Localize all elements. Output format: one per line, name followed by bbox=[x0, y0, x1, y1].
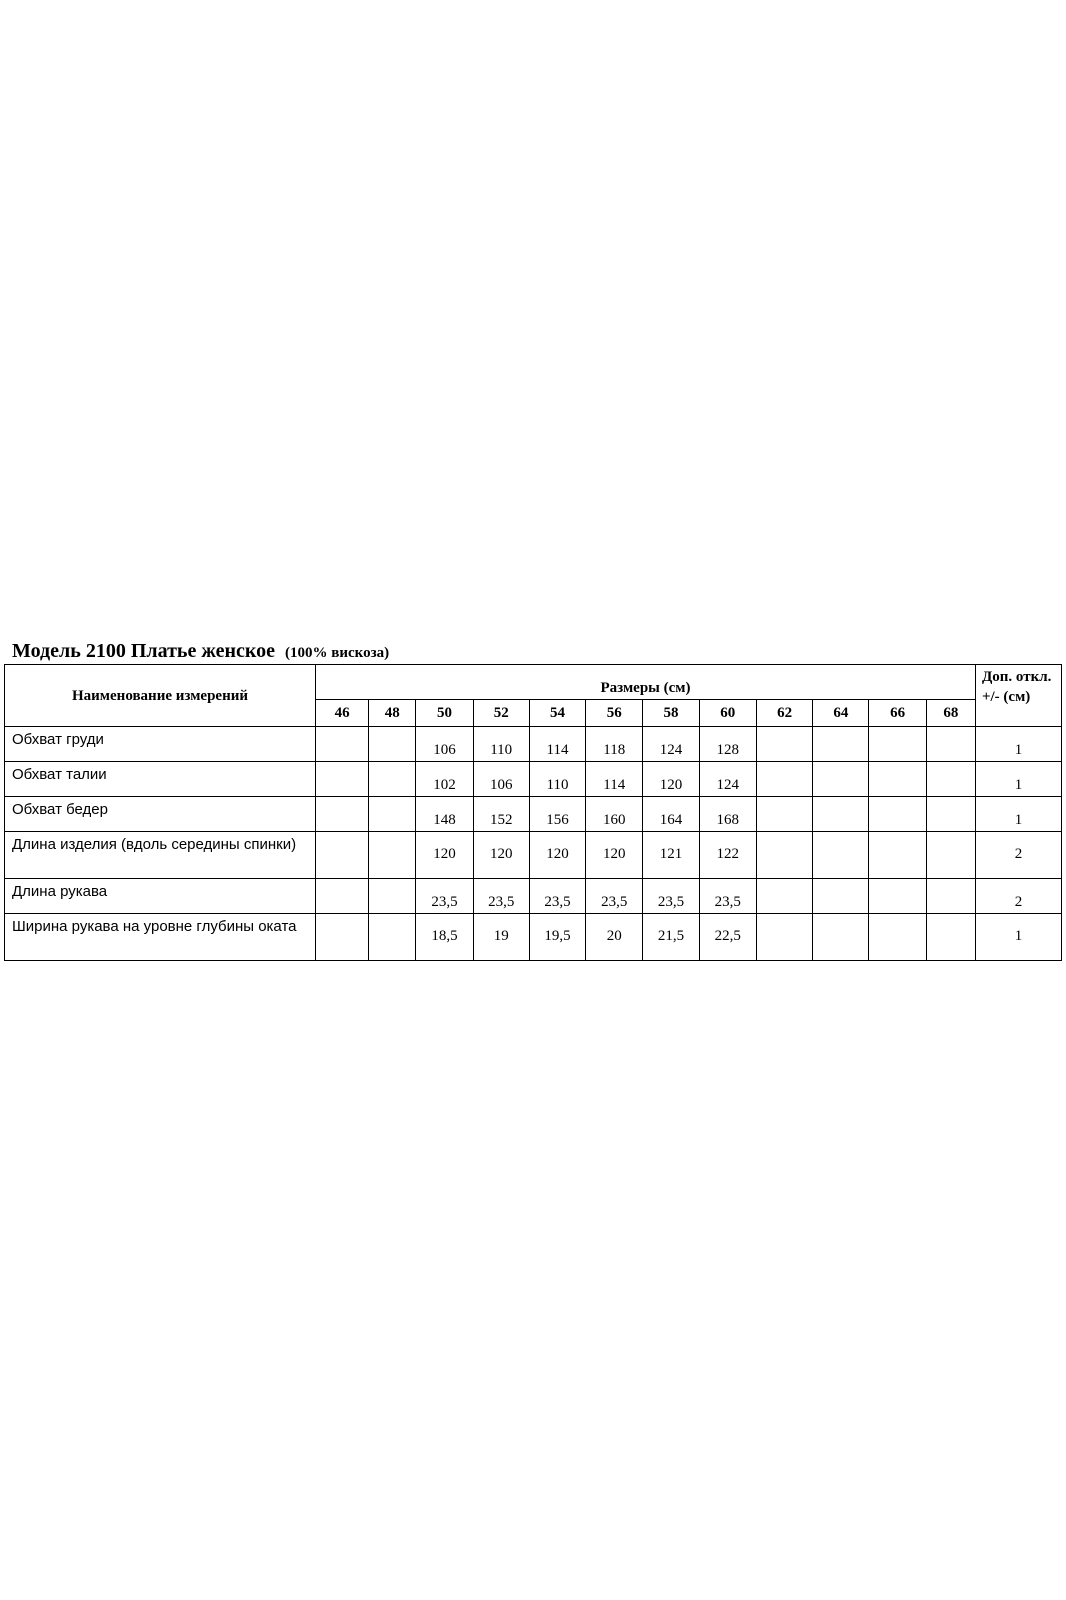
value-cell bbox=[369, 914, 416, 961]
value-cell: 102 bbox=[416, 762, 473, 797]
value-cell bbox=[813, 797, 869, 832]
value-cell bbox=[869, 762, 926, 797]
size-header-cell: 56 bbox=[586, 700, 643, 727]
value-cell bbox=[756, 832, 812, 879]
value-cell: 23,5 bbox=[473, 879, 529, 914]
value-cell bbox=[813, 832, 869, 879]
value-cell bbox=[926, 879, 975, 914]
value-cell bbox=[756, 879, 812, 914]
document-title bbox=[4, 638, 1062, 664]
value-cell: 121 bbox=[643, 832, 699, 879]
value-cell bbox=[316, 914, 369, 961]
value-cell bbox=[316, 879, 369, 914]
table-row bbox=[5, 832, 1062, 879]
value-cell bbox=[926, 832, 975, 879]
value-cell: 168 bbox=[699, 797, 756, 832]
measurement-label: Обхват бедер bbox=[5, 797, 316, 832]
value-cell: 110 bbox=[529, 762, 585, 797]
measurement-name-header: Наименование измерений bbox=[5, 665, 316, 727]
value-cell bbox=[316, 832, 369, 879]
measurement-label: Длина изделия (вдоль середины спинки) bbox=[5, 832, 316, 879]
value-cell: 114 bbox=[586, 762, 643, 797]
size-header-cell: 60 bbox=[699, 700, 756, 727]
header-row bbox=[5, 665, 1062, 700]
size-header-cell: 52 bbox=[473, 700, 529, 727]
value-cell bbox=[869, 727, 926, 762]
value-cell: 122 bbox=[699, 832, 756, 879]
value-cell bbox=[316, 762, 369, 797]
size-header-cell: 58 bbox=[643, 700, 699, 727]
table-row bbox=[5, 879, 1062, 914]
model-title: Модель 2100 Платье женское bbox=[12, 640, 276, 662]
measurement-label: Обхват груди bbox=[5, 727, 316, 762]
value-cell: 106 bbox=[473, 762, 529, 797]
value-cell bbox=[813, 879, 869, 914]
value-cell: 148 bbox=[416, 797, 473, 832]
size-header-cell: 54 bbox=[529, 700, 585, 727]
value-cell bbox=[316, 797, 369, 832]
tolerance-cell: 1 bbox=[975, 762, 1061, 797]
value-cell bbox=[316, 727, 369, 762]
tolerance-cell: 1 bbox=[975, 797, 1061, 832]
value-cell bbox=[869, 879, 926, 914]
size-header-cell: 46 bbox=[316, 700, 369, 727]
value-cell bbox=[756, 914, 812, 961]
size-table bbox=[4, 664, 1062, 961]
value-cell: 120 bbox=[529, 832, 585, 879]
value-cell bbox=[756, 797, 812, 832]
value-cell: 120 bbox=[586, 832, 643, 879]
value-cell: 23,5 bbox=[643, 879, 699, 914]
value-cell: 124 bbox=[699, 762, 756, 797]
value-cell bbox=[813, 727, 869, 762]
value-cell: 23,5 bbox=[586, 879, 643, 914]
value-cell: 19 bbox=[473, 914, 529, 961]
value-cell: 19,5 bbox=[529, 914, 585, 961]
tolerance-cell: 1 bbox=[975, 727, 1061, 762]
table-row bbox=[5, 797, 1062, 832]
value-cell: 20 bbox=[586, 914, 643, 961]
table-row bbox=[5, 727, 1062, 762]
measurement-label: Ширина рукава на уровне глубины оката bbox=[5, 914, 316, 961]
size-header-cell: 50 bbox=[416, 700, 473, 727]
table-row bbox=[5, 914, 1062, 961]
value-cell: 23,5 bbox=[529, 879, 585, 914]
value-cell bbox=[369, 832, 416, 879]
value-cell: 114 bbox=[529, 727, 585, 762]
value-cell: 120 bbox=[416, 832, 473, 879]
value-cell: 118 bbox=[586, 727, 643, 762]
value-cell bbox=[926, 762, 975, 797]
tolerance-cell: 2 bbox=[975, 879, 1061, 914]
measurement-label: Длина рукава bbox=[5, 879, 316, 914]
value-cell: 160 bbox=[586, 797, 643, 832]
value-cell bbox=[369, 879, 416, 914]
value-cell bbox=[869, 914, 926, 961]
size-table-body bbox=[5, 665, 1062, 961]
value-cell: 18,5 bbox=[416, 914, 473, 961]
value-cell: 22,5 bbox=[699, 914, 756, 961]
size-header-cell: 68 bbox=[926, 700, 975, 727]
size-header-cell: 48 bbox=[369, 700, 416, 727]
tolerance-cell: 1 bbox=[975, 914, 1061, 961]
value-cell: 120 bbox=[473, 832, 529, 879]
value-cell: 164 bbox=[643, 797, 699, 832]
tolerance-header: Доп. откл. +/- (см) bbox=[975, 665, 1061, 727]
value-cell bbox=[869, 797, 926, 832]
measurement-label: Обхват талии bbox=[5, 762, 316, 797]
value-cell bbox=[926, 727, 975, 762]
value-cell: 152 bbox=[473, 797, 529, 832]
value-cell bbox=[926, 914, 975, 961]
size-header-cell: 62 bbox=[756, 700, 812, 727]
value-cell: 156 bbox=[529, 797, 585, 832]
size-header-cell: 64 bbox=[813, 700, 869, 727]
value-cell bbox=[369, 762, 416, 797]
value-cell bbox=[926, 797, 975, 832]
value-cell: 110 bbox=[473, 727, 529, 762]
value-cell bbox=[756, 762, 812, 797]
value-cell bbox=[369, 727, 416, 762]
value-cell: 106 bbox=[416, 727, 473, 762]
value-cell bbox=[369, 797, 416, 832]
value-cell: 23,5 bbox=[699, 879, 756, 914]
value-cell: 128 bbox=[699, 727, 756, 762]
tolerance-cell: 2 bbox=[975, 832, 1061, 879]
value-cell bbox=[813, 762, 869, 797]
value-cell: 124 bbox=[643, 727, 699, 762]
value-cell bbox=[756, 727, 812, 762]
value-cell: 120 bbox=[643, 762, 699, 797]
value-cell: 21,5 bbox=[643, 914, 699, 961]
sizes-header: Размеры (см) bbox=[316, 665, 976, 700]
value-cell bbox=[813, 914, 869, 961]
fabric-note: (100% вискоза) bbox=[285, 645, 390, 661]
value-cell: 23,5 bbox=[416, 879, 473, 914]
table-row bbox=[5, 762, 1062, 797]
value-cell bbox=[869, 832, 926, 879]
size-header-cell: 66 bbox=[869, 700, 926, 727]
size-chart-document bbox=[4, 638, 1062, 961]
